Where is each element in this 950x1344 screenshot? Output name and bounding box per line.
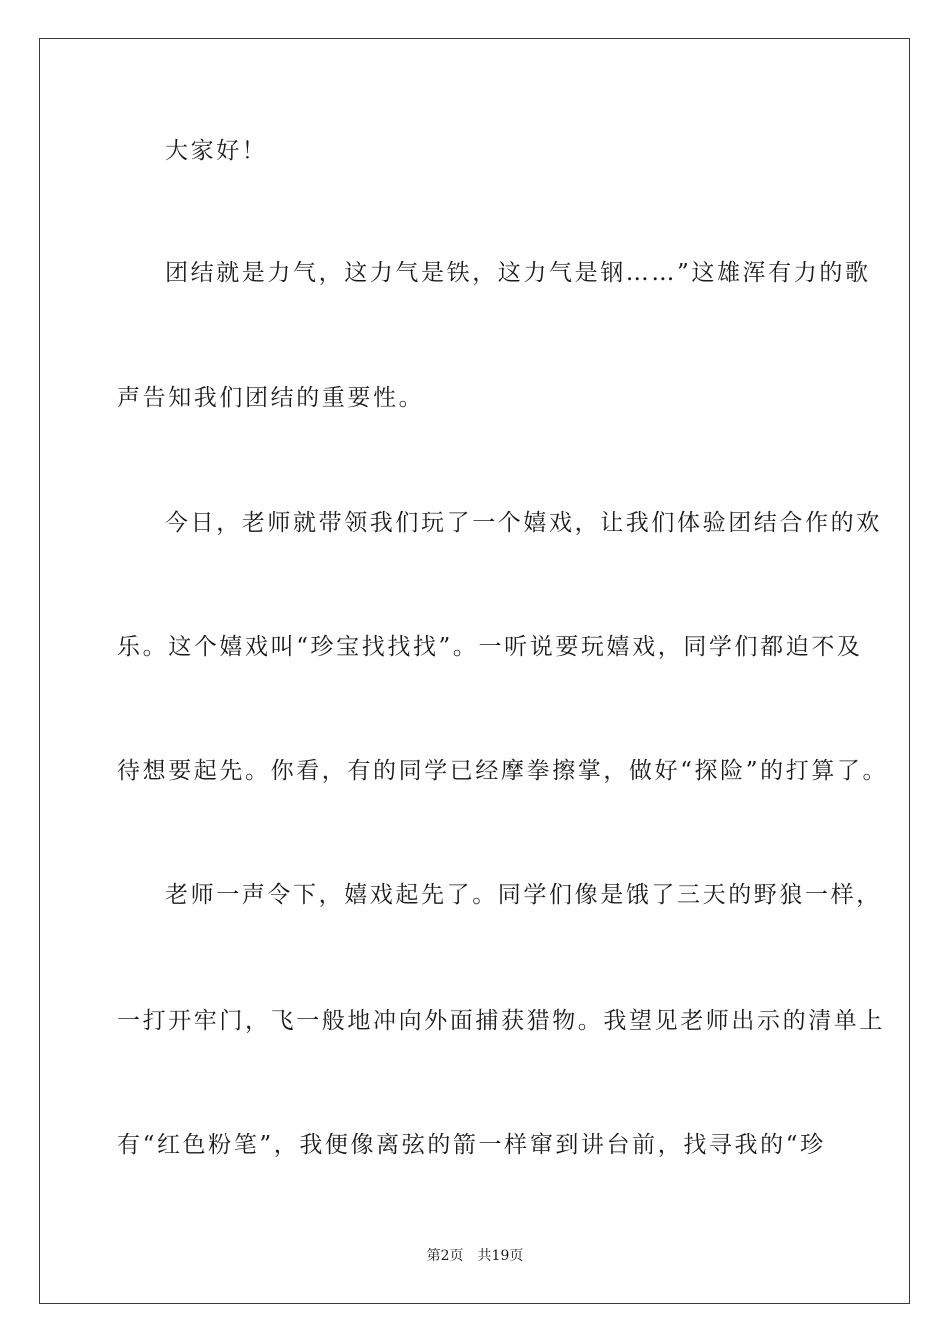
page-border bbox=[39, 38, 910, 1304]
text-line: 今日，老师就带领我们玩了一个嬉戏，让我们体验团结合作的欢 bbox=[165, 510, 882, 536]
page-total: 共19页 bbox=[477, 1248, 524, 1264]
text-line: 乐。这个嬉戏叫“珍宝找找找”。一听说要玩嬉戏，同学们都迫不及 bbox=[117, 634, 863, 660]
page-number: 第2页 bbox=[426, 1248, 464, 1264]
page-footer bbox=[0, 1245, 950, 1265]
text-line: 老师一声令下，嬉戏起先了。同学们像是饿了三天的野狼一样， bbox=[165, 882, 882, 908]
text-line-greeting: 大家好！ bbox=[165, 138, 268, 164]
text-line: 声告知我们团结的重要性。 bbox=[117, 385, 425, 411]
text-line: 团结就是力气，这力气是铁，这力气是钢……”这雄浑有力的歌 bbox=[165, 260, 871, 286]
text-line: 待想要起先。你看，有的同学已经摩拳擦掌，做好“探险”的打算了。 bbox=[117, 758, 889, 784]
text-line: 一打开牢门，飞一般地冲向外面捕获猎物。我望见老师出示的清单上 bbox=[117, 1008, 885, 1034]
text-line: 有“红色粉笔”，我便像离弦的箭一样窜到讲台前，找寻我的“珍 bbox=[117, 1132, 826, 1158]
